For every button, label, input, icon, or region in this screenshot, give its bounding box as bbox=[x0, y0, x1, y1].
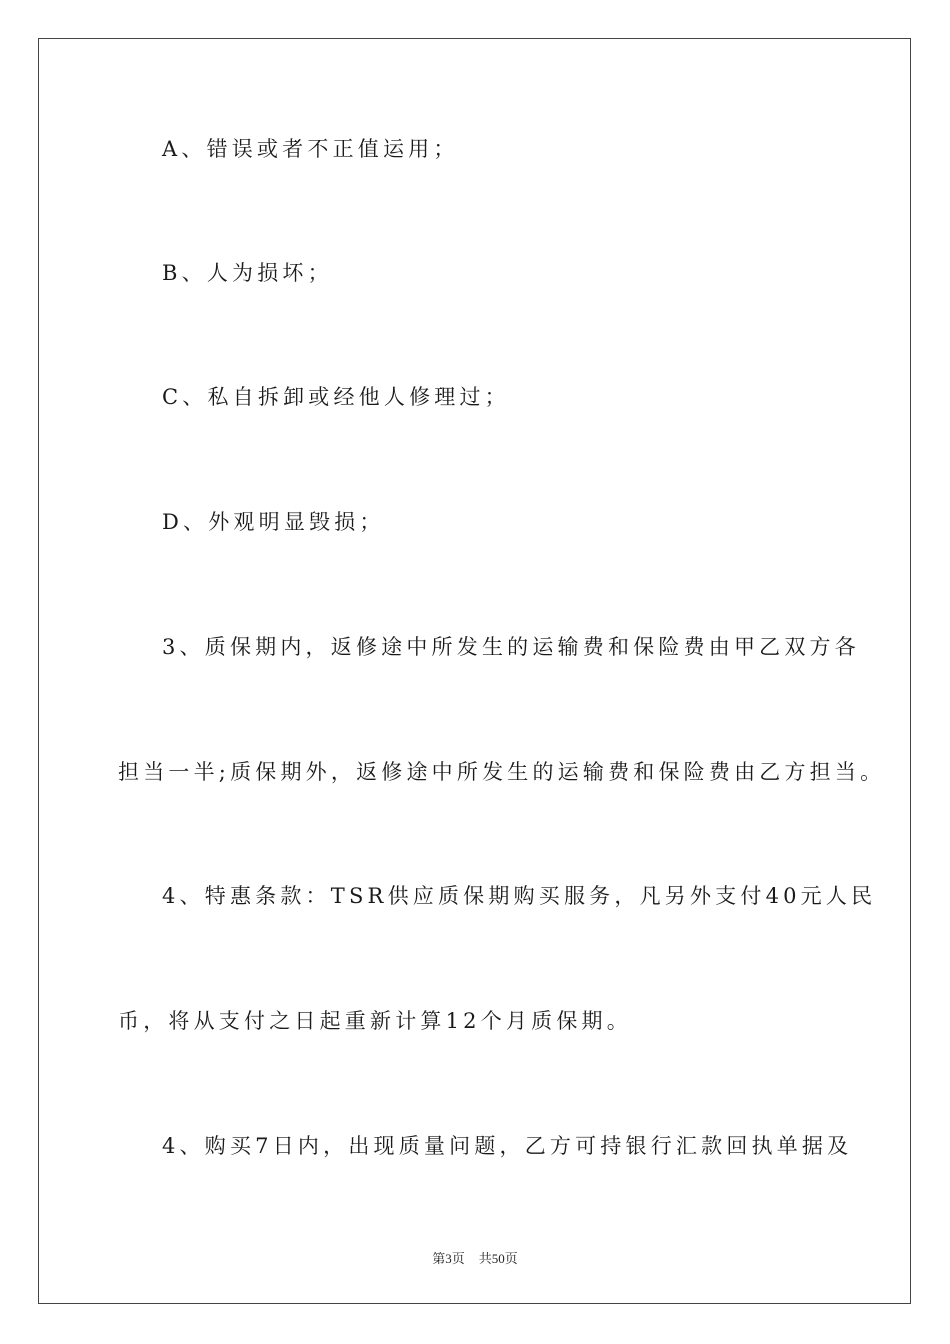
list-item-b: B、人为损坏； bbox=[162, 261, 333, 285]
list-item-d: D、外观明显毁损； bbox=[162, 510, 385, 534]
page-number: 第3页 bbox=[432, 1251, 465, 1266]
list-item-c: C、私自拆卸或经他人修理过； bbox=[162, 385, 510, 409]
page-footer bbox=[0, 1248, 950, 1267]
paragraph-3-line-1: 3、质保期内，返修途中所发生的运输费和保险费由甲乙双方各 bbox=[162, 635, 860, 659]
page-total: 共50页 bbox=[478, 1251, 518, 1266]
page-border bbox=[38, 38, 911, 1304]
paragraph-3-line-2: 担当一半;质保期外，返修途中所发生的运输费和保险费由乙方担当。 bbox=[118, 760, 886, 784]
paragraph-4b-line-1: 4、购买7日内，出现质量问题，乙方可持银行汇款回执单据及 bbox=[162, 1134, 853, 1158]
paragraph-4-line-1: 4、特惠条款：TSR供应质保期购买服务，凡另外支付40元人民 bbox=[162, 884, 877, 908]
list-item-a: A、错误或者不正值运用； bbox=[162, 137, 459, 161]
paragraph-4-line-2: 币，将从支付之日起重新计算12个月质保期。 bbox=[118, 1009, 632, 1033]
